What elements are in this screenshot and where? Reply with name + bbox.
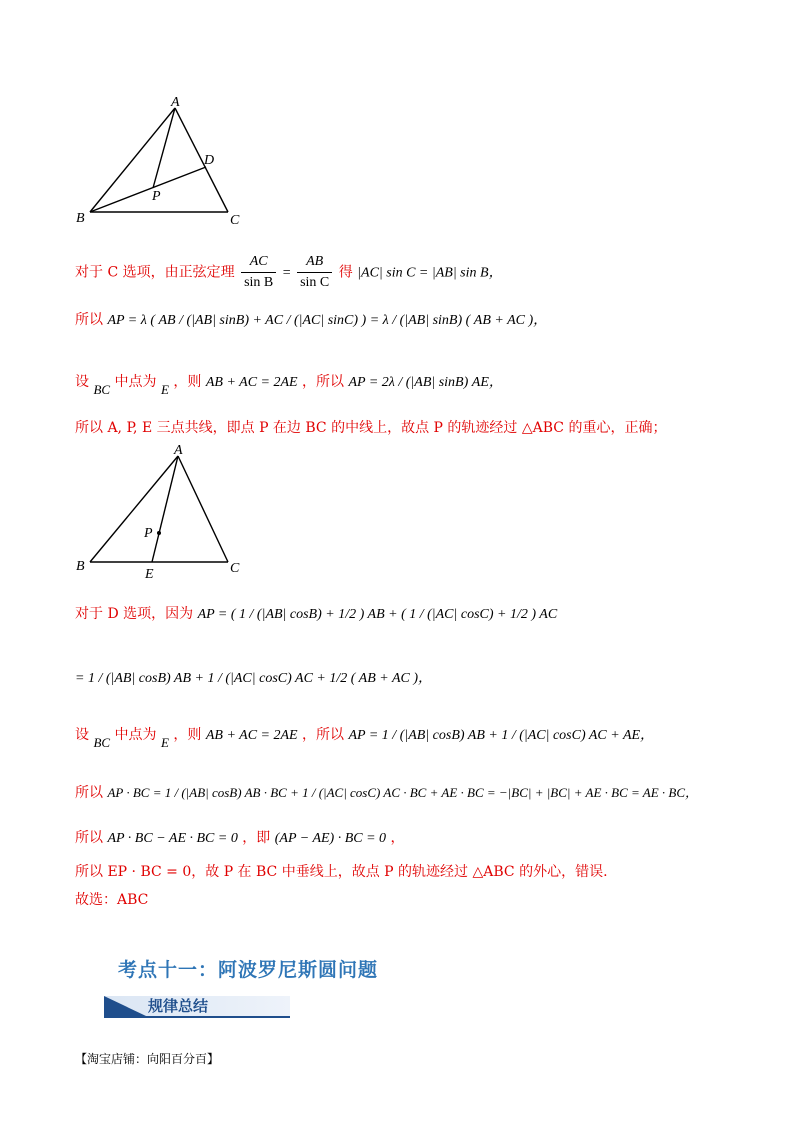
line-11: 故选：ABC — [75, 892, 149, 908]
label-a: A — [171, 95, 180, 110]
label-b: B — [76, 559, 85, 574]
label-b: B — [76, 211, 85, 226]
line-6: = 1 / (|AB| cosB) AB + 1 / (|AC| cosC) AC + 1/2 ( AB + AC )， — [75, 671, 433, 686]
label-c: C — [230, 561, 240, 576]
line-2: 所以 AP = λ ( AB / (|AB| sinB) + AC / (|AC| sinC) ) = λ / (|AB| sinB) ( AB + AC )， — [75, 312, 548, 328]
banner-text: 规律总结 — [148, 997, 209, 1015]
label-c: C — [230, 213, 240, 228]
footer-shop-note: 【淘宝店铺：向阳百分百】 — [75, 1052, 220, 1066]
line-10: 所以 EP · BC = 0，故 P 在 BC 中垂线上，故点 P 的轨迹经过 △ABC 的外心，错误. — [75, 864, 608, 880]
section-title: 考点十一：阿波罗尼斯圆问题 — [118, 959, 379, 981]
line-9: 所以 AP · BC − AE · BC = 0 ，即 (AP − AE) · BC = 0 ， — [75, 830, 405, 846]
fraction: $\frac{AC}{\text{sin B}}$ — [241, 252, 276, 293]
math: AP = λ ( AB / (|AB| sinB) + AC / (|AC| sinC) ) = λ / (|AB| sinB) ( AB + AC )， — [107, 313, 548, 328]
line-5: 对于 D 选项，因为 AP = ( 1 / (|AB| cosB) + 1/2 ) AB + ( 1 / (|AC| cosC) + 1/2 ) AC — [75, 606, 558, 622]
summary-banner — [104, 996, 290, 1018]
line-3: 设 BC 中点为 E ，则 AB + AC = 2AE ，所以 AP = 2λ / (|AB| sinB) AE， — [75, 374, 503, 397]
label-a: A — [174, 443, 183, 458]
label-p: P — [144, 526, 153, 541]
text: 得 — [338, 264, 353, 281]
line-4: 所以 A, P, E 三点共线，即点 P 在边 BC 的中线上，故点 P 的轨迹经过 △ABC 的重心，正确； — [75, 420, 667, 436]
triangle-figure-2 — [70, 442, 250, 582]
text: 对于 C 选项，由正弦定理 — [75, 264, 235, 281]
label-e: E — [145, 567, 154, 582]
line-8: 所以 AP · BC = 1 / (|AB| cosB) AB · BC + 1 / (|AC| cosC) AC · BC + AE · BC = −|BC| + |BC| + AE · BC = AE · BC， — [75, 785, 699, 801]
math: |AC| sin C = |AB| sin B， — [357, 265, 503, 281]
line-7: 设 BC 中点为 E ，则 AB + AC = 2AE ，所以 AP = 1 / (|AB| cosB) AB + 1 / (|AC| cosC) AC + AE， — [75, 727, 655, 750]
triangle-figure-1 — [70, 95, 250, 230]
fraction: $\frac{AB}{\text{sin C}}$ — [297, 252, 332, 293]
line-1 — [75, 252, 503, 293]
label-p: P — [152, 189, 161, 204]
label-d: D — [204, 153, 215, 168]
equals: = — [282, 265, 291, 281]
